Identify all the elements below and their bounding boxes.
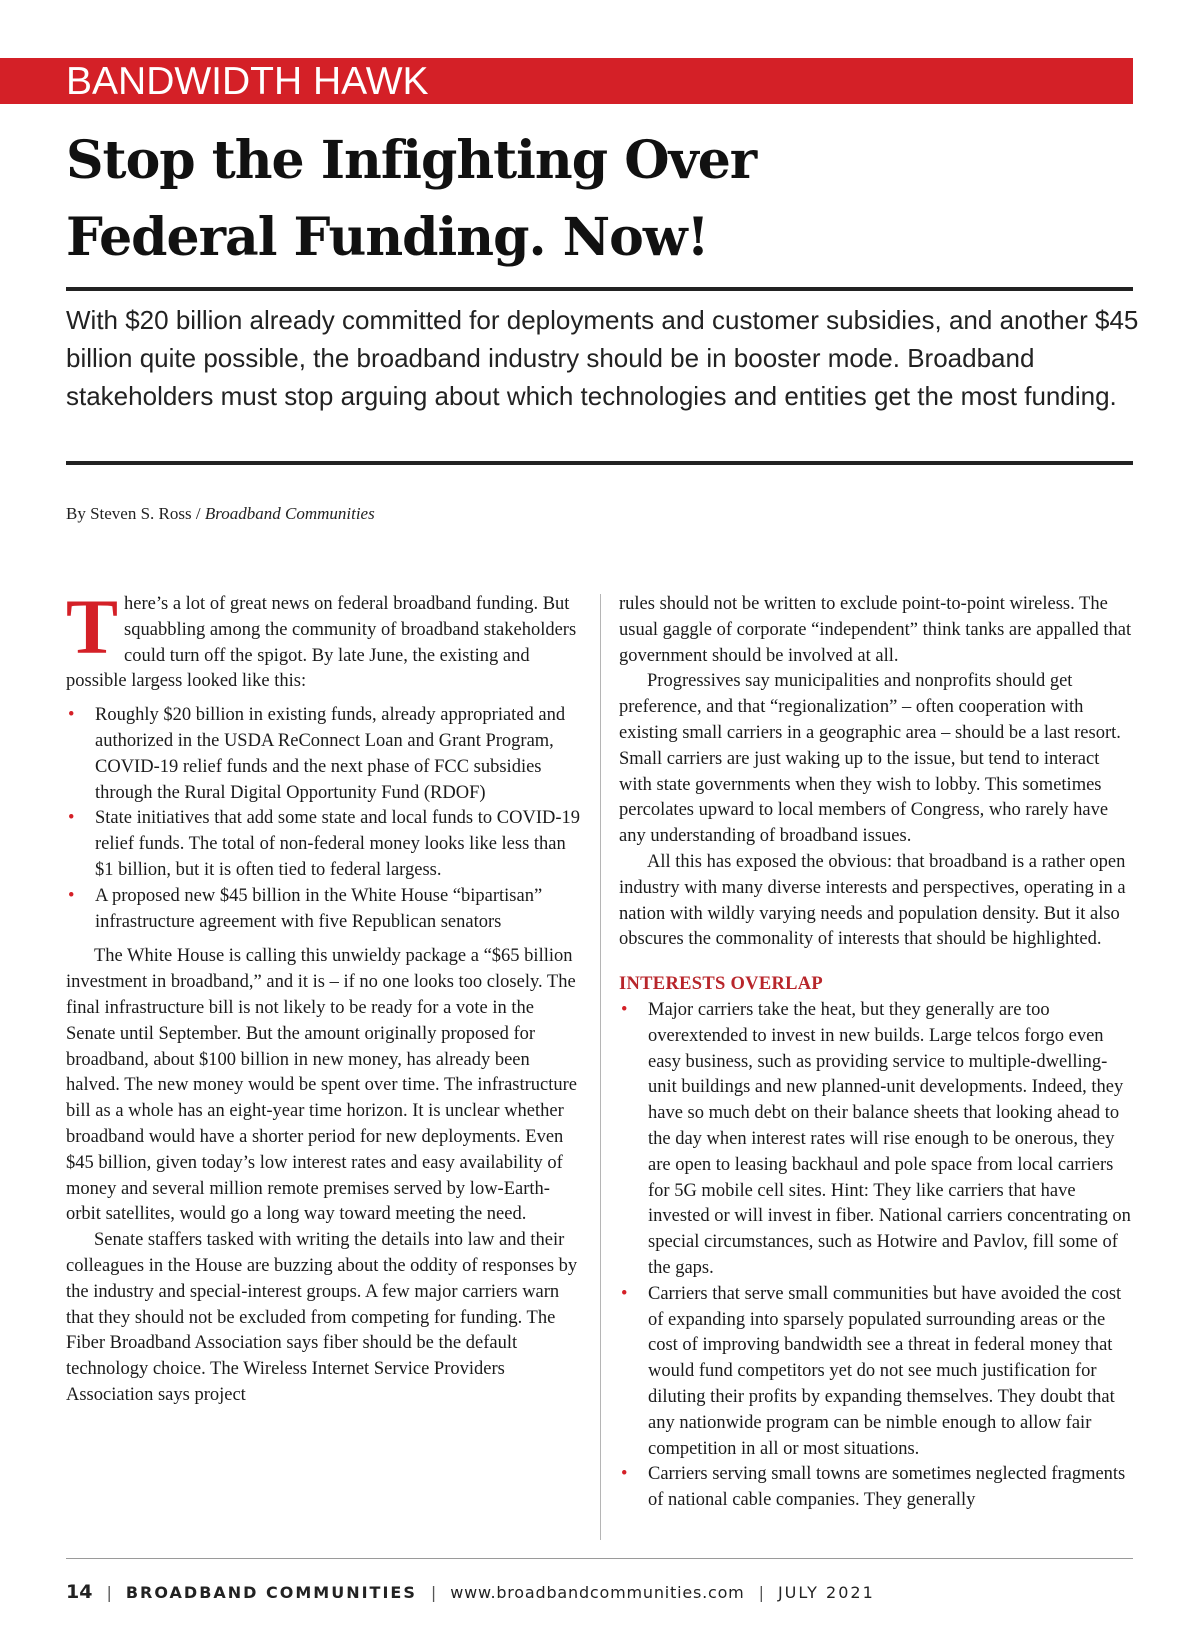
left-column <box>66 583 582 1409</box>
footer-publication: BROADBAND COMMUNITIES <box>125 1583 417 1602</box>
bullet-icon: • <box>68 705 75 726</box>
funding-list <box>66 703 582 935</box>
body-paragraph: All this has exposed the obvious: that broadband is a rather open industry with many diverse interests and perspectives, operating in a nation with wildly varying needs and population density. But it also obscures the commonality of interests that should be highlighted. <box>619 851 1126 950</box>
list-item: • Carriers serving small towns are sometimes neglected fragments of national cable companies. They generally <box>621 1464 1126 1511</box>
column-divider <box>600 594 601 1540</box>
subhead-interests-overlap: INTERESTS OVERLAP <box>619 974 824 995</box>
footer-separator: | <box>430 1583 437 1602</box>
interests-list <box>619 998 1135 1514</box>
drop-cap: T <box>66 583 119 670</box>
bullet-icon: • <box>621 999 628 1020</box>
byline-author: By Steven S. Ross / <box>66 504 201 523</box>
body-paragraph: The White House is calling this unwieldy package a “$65 billion investment in broadband,” and it is – if no one looks too closely. The final infrastructure bill is not likely to be ready for a vote in the Senate until September. But the amount originally proposed for broadband, about $100 billion in new money, has already been halved. The new money would be spent over time. The infrastructure bill as a whole has an eight-year time horizon. It is unclear whether broadband would have a shorter period for new deployments. Even $45 billion, given today’s low interest rates and easy availability of money and several million remote premises served by low-Earth-orbit satellites, would go a long way toward meeting the need. <box>66 946 577 1225</box>
body-paragraph: rules should not be written to exclude point-to-point wireless. The usual gaggle of corporate “independent” think tanks are appalled that government should be involved at all. <box>619 594 1132 666</box>
bullet-icon: • <box>68 808 75 829</box>
footer-issue-date: JULY 2021 <box>777 1583 875 1602</box>
body-paragraph: Progressives say municipalities and nonprofits should get preference, and that “regionalization” – often cooperation with existing small carriers in a geographic area – should be a last resort. Small carriers are just waking up to the issue, but tend to interact with state governments when they wish to lobby. This sometimes percolates upward to local members of Congress, who rarely have any understanding of broadband issues. <box>619 671 1121 847</box>
right-column <box>619 592 1135 1523</box>
deck-summary: With $20 billion already committed for deployments and customer subsidies, and another $45 billion quite possible, the broadband industry should be in booster mode. Broadband stakeholders must stop arguing about which technologies and entities get the most funding. <box>66 305 1139 411</box>
list-item: • Carriers that serve small communities but have avoided the cost of expanding into sparsely populated surrounding areas or the cost of improving bandwidth see a threat in federal money that would fund competitors yet do not see much justification for diluting their profits by expanding themselves. They doubt that any nationwide program can be nimble enough to allow fair competition in all or most situations. <box>621 1283 1122 1459</box>
bullet-icon: • <box>621 1464 628 1485</box>
list-item: • State initiatives that add some state and local funds to COVID-19 relief funds. The total of non-federal money looks like less than $1 billion, but it is often tied to federal largess. <box>68 808 581 880</box>
page-footer <box>66 1581 875 1603</box>
list-item: • Roughly $20 billion in existing funds, already appropriated and authorized in the USDA ReConnect Loan and Grant Program, COVID-19 relief funds and the next phase of FCC subsidies through the Rural Digital Opportunity Fund (RDOF) <box>68 705 566 803</box>
bullet-icon: • <box>621 1283 628 1304</box>
list-item: • A proposed new $45 billion in the White House “bipartisan” infrastructure agreement with five Republican senators <box>68 885 543 932</box>
footer-url: www.broadbandcommunities.com <box>450 1583 745 1602</box>
footer-separator: | <box>106 1583 112 1602</box>
intro-paragraph <box>66 583 582 695</box>
headline-line-2: Federal Funding. Now! <box>66 207 709 268</box>
list-item: • Major carriers take the heat, but they generally are too overextended to invest in new builds. Large telcos forgo even easy business, such as providing service to multiple-dwelling-unit buildings and new planned-unit developments. Indeed, they have so much debt on their balance sheets that looking ahead to the day when interest rates will rise enough to be onerous, they are open to leasing backhaul and pole space from local carriers for 5G mobile cell sites. Hint: They like carriers that have invested or will invest in fiber. National carriers concentrating on special circumstances, such as Hotwire and Pavlov, fill some of the gaps. <box>621 999 1131 1278</box>
byline <box>66 504 375 524</box>
deck-bottom-rule <box>66 461 1133 465</box>
intro-text: here’s a lot of great news on federal broadband funding. But squabbling among the community of broadband stakeholders could turn off the spigot. By late June, the existing and possible largess looked like this: <box>66 594 577 692</box>
headline <box>66 122 1126 276</box>
footer-separator: | <box>758 1583 764 1602</box>
section-banner <box>0 58 1133 104</box>
section-label: BANDWIDTH HAWK <box>66 60 429 103</box>
byline-publication: Broadband Communities <box>204 504 375 523</box>
page-number: 14 <box>66 1581 93 1603</box>
body-paragraph: Senate staffers tasked with writing the details into law and their colleagues in the House are buzzing about the oddity of responses by the industry and special-interest groups. A few major carriers warn that they should not be excluded from competing for funding. The Fiber Broadband Association says fiber should be the default technology choice. The Wireless Internet Service Providers Association says project <box>66 1230 578 1405</box>
footer-rule <box>66 1558 1133 1559</box>
deck-top-rule <box>66 287 1133 291</box>
headline-line-1: Stop the Infighting Over <box>66 130 757 191</box>
bullet-icon: • <box>68 885 75 906</box>
